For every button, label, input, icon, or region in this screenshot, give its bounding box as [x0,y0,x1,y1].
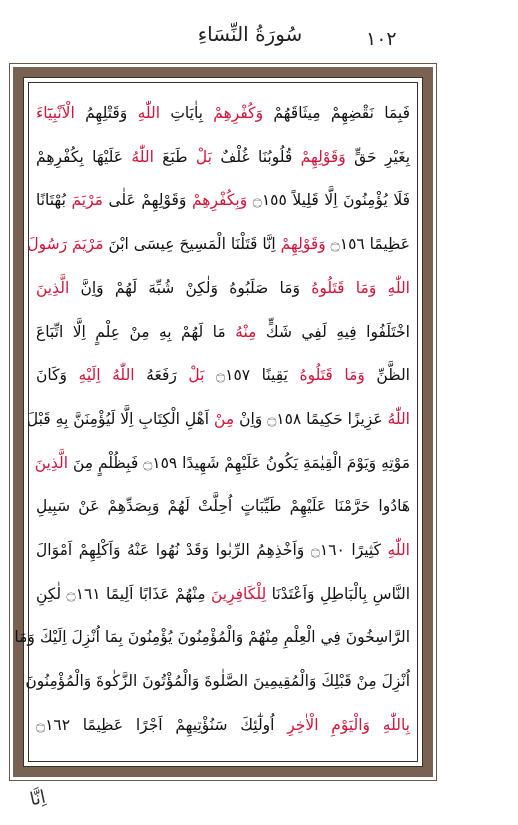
catchword: اِنَّا [27,786,48,811]
text-segment: وَكَانَ [36,366,67,385]
divine-name-segment: لِلْكَافِرِينَ [205,584,267,603]
text-segment: ۝١٥٧ [204,366,251,385]
text-segment: مِنْهُمْ عَذَابًا اَلِيمًا [100,584,206,603]
text-segment: مَا لَهُمْ بِهِ مِنْ عِلْمٍ اِلَّا اتِّبَاعَ [36,322,226,341]
divine-name-segment: اللّٰهُ [382,409,410,428]
text-segment: وَاِنْ [234,409,263,428]
text-line [36,179,410,222]
divine-name-segment: وَقَوْلِهِمْ [292,147,346,166]
text-segment: الظَّنِّ [364,366,410,385]
page-number: ١٠٢ [366,28,397,50]
divine-name-segment: وَمَا قَتَلُوهُ [300,278,377,297]
text-segment: كَثِيرًا [344,541,381,559]
text-line [36,442,410,485]
text-segment: رَفَعَهُ [134,366,177,385]
text-segment: فَبِمَا نَقْضِهِمْ مِيثَاقَهُمْ [263,104,411,122]
text-line [36,311,410,354]
text-segment: اُنْزِلَ مِنْ قَبْلِكَ وَالْمُقِيمِينَ الصَّلٰوةَ وَالْمُؤْتُونَ الزَّكٰوةَ وَالْمُؤْمِنُونَ [25,672,410,691]
text-line [36,92,410,135]
text-line [36,704,410,747]
divine-name-segment: اللّٰهِ [127,104,161,122]
text-segment: قُلُوبُنَا غُلْفٌ [211,147,293,166]
text-segment: بُهْتَانًا [36,191,66,210]
text-segment: ۝١٦٠ [304,541,345,559]
text-segment: الرَّاسِخُونَ فِي الْعِلْمِ مِنْهُمْ وَالْمُؤْمِنُونَ يُؤْمِنُونَ بِمَا اُنْزِلَ اِلَيْكَ وَمَا [14,628,410,647]
text-segment: وَمَا صَلَبُوهُ وَلٰكِنْ شُبِّهَ لَهُمْ وَاِنَّ [69,278,301,297]
text-segment: مَوْتِهِ وَيَوْمَ الْقِيٰمَةِ يَكُونُ عَلَيْهِمْ شَهِيدًا [177,453,410,472]
text-segment: عَزِيزًا حَكِيمًا [301,409,383,428]
text-segment: وَقَوْلِهِمْ عَلٰى [102,191,187,210]
quran-text-block [14,92,411,748]
text-line [36,573,410,616]
divine-name-segment: وَالْيَوْمِ الْاٰخِرِ [274,715,371,734]
text-segment: عَلَيْهَا بِكُفْرِهِمْ [36,147,124,166]
divine-name-segment: اللّٰهُ [123,147,154,166]
text-segment: النَّاسِ بِالْبَاطِلِ وَاَعْتَدْنَا [266,584,411,603]
text-segment: ۝١٦١ [61,584,101,603]
divine-name-segment: مِنْ [209,409,235,428]
text-line [27,223,410,266]
divine-name-segment: وَقَوْلِهِمْ [275,235,326,254]
text-segment: ۝١٥٥ [247,191,287,210]
divine-name-segment: وَمَا قَتَلُوهُ [287,366,365,385]
divine-name-segment: وَبِكُفْرِهِمْ [186,191,248,210]
text-segment: عَظِيمًا [364,235,410,254]
text-segment: وَقَتْلِهِمُ [74,104,128,122]
text-line [25,660,410,703]
surah-title: سُورَةُ النِّسَاءِ [197,22,303,46]
divine-name-segment: الَّذِينَ [36,278,70,297]
text-segment: بِاٰيَاتِ [160,104,204,122]
divine-name-segment: بِاللّٰهِ [370,715,410,734]
text-segment: ۝١٥٨ [262,409,302,428]
divine-name-segment: بَلْ [187,147,212,166]
text-segment: يَقِينًا [250,366,288,385]
text-line [36,529,410,572]
divine-name-segment: بَلْ [176,366,205,385]
text-line [36,136,410,179]
text-segment: ۝١٥٦ [325,235,365,254]
text-segment: اَهْلِ الْكِتَابِ اِلَّا لَيُؤْمِنَنَّ بِهِ قَبْلَ [26,409,210,428]
text-line [26,398,410,441]
text-line [14,616,410,659]
divine-name-segment: مَرْيَمَ [65,191,103,210]
text-line [36,267,410,310]
divine-name-segment: الْاَنْبِيَٓاءَ [36,104,75,122]
text-segment: اُولٰٓئِكَ سَنُؤْتِيهِمْ اَجْرًا عَظِيمًا [70,715,275,734]
divine-name-segment: اللّٰهِ [380,541,410,559]
text-segment: اِنَّا قَتَلْنَا الْمَسِيحَ عِيسَى ابْنَ [103,235,276,254]
text-segment: هَادُوا حَرَّمْنَا عَلَيْهِمْ طَيِّبَاتٍ اُحِلَّتْ لَهُمْ وَبِصَدِّهِمْ عَنْ سَبِيلِ [36,497,410,516]
divine-name-segment: مَرْيَمَ رَسُولَ [27,235,104,254]
divine-name-segment: اللّٰهِ [376,278,410,297]
text-segment: وَاَخْذِهِمُ الرِّبٰوا وَقَدْ نُهُوا عَنْهُ وَاَكْلِهِمْ اَمْوَالَ [36,541,305,559]
text-segment: فَبِظُلْمٍ مِنَ [68,453,139,472]
divine-name-segment: اللّٰهُ اِلَيْهِ [66,366,135,385]
divine-name-segment: الَّذِينَ [34,453,69,472]
divine-name-segment: وَكُفْرِهِمْ [203,104,264,122]
text-segment: اخْتَلَفُوا فِيهِ لَفِي شَكٍّ [256,322,410,341]
text-line [36,354,410,397]
page-header [0,22,518,62]
text-segment: فَلَا يُؤْمِنُونَ اِلَّا قَلِيلاً [286,191,410,210]
text-line [36,485,410,528]
text-segment: ۝١٦٢ [36,715,71,734]
divine-name-segment: مِنْهُ [225,322,257,341]
text-segment: لٰكِنِ [36,584,62,603]
text-segment: طَبَعَ [153,147,188,166]
text-segment: ۝١٥٩ [138,453,178,472]
text-segment: بِغَيْرِ حَقٍّ [345,147,411,166]
